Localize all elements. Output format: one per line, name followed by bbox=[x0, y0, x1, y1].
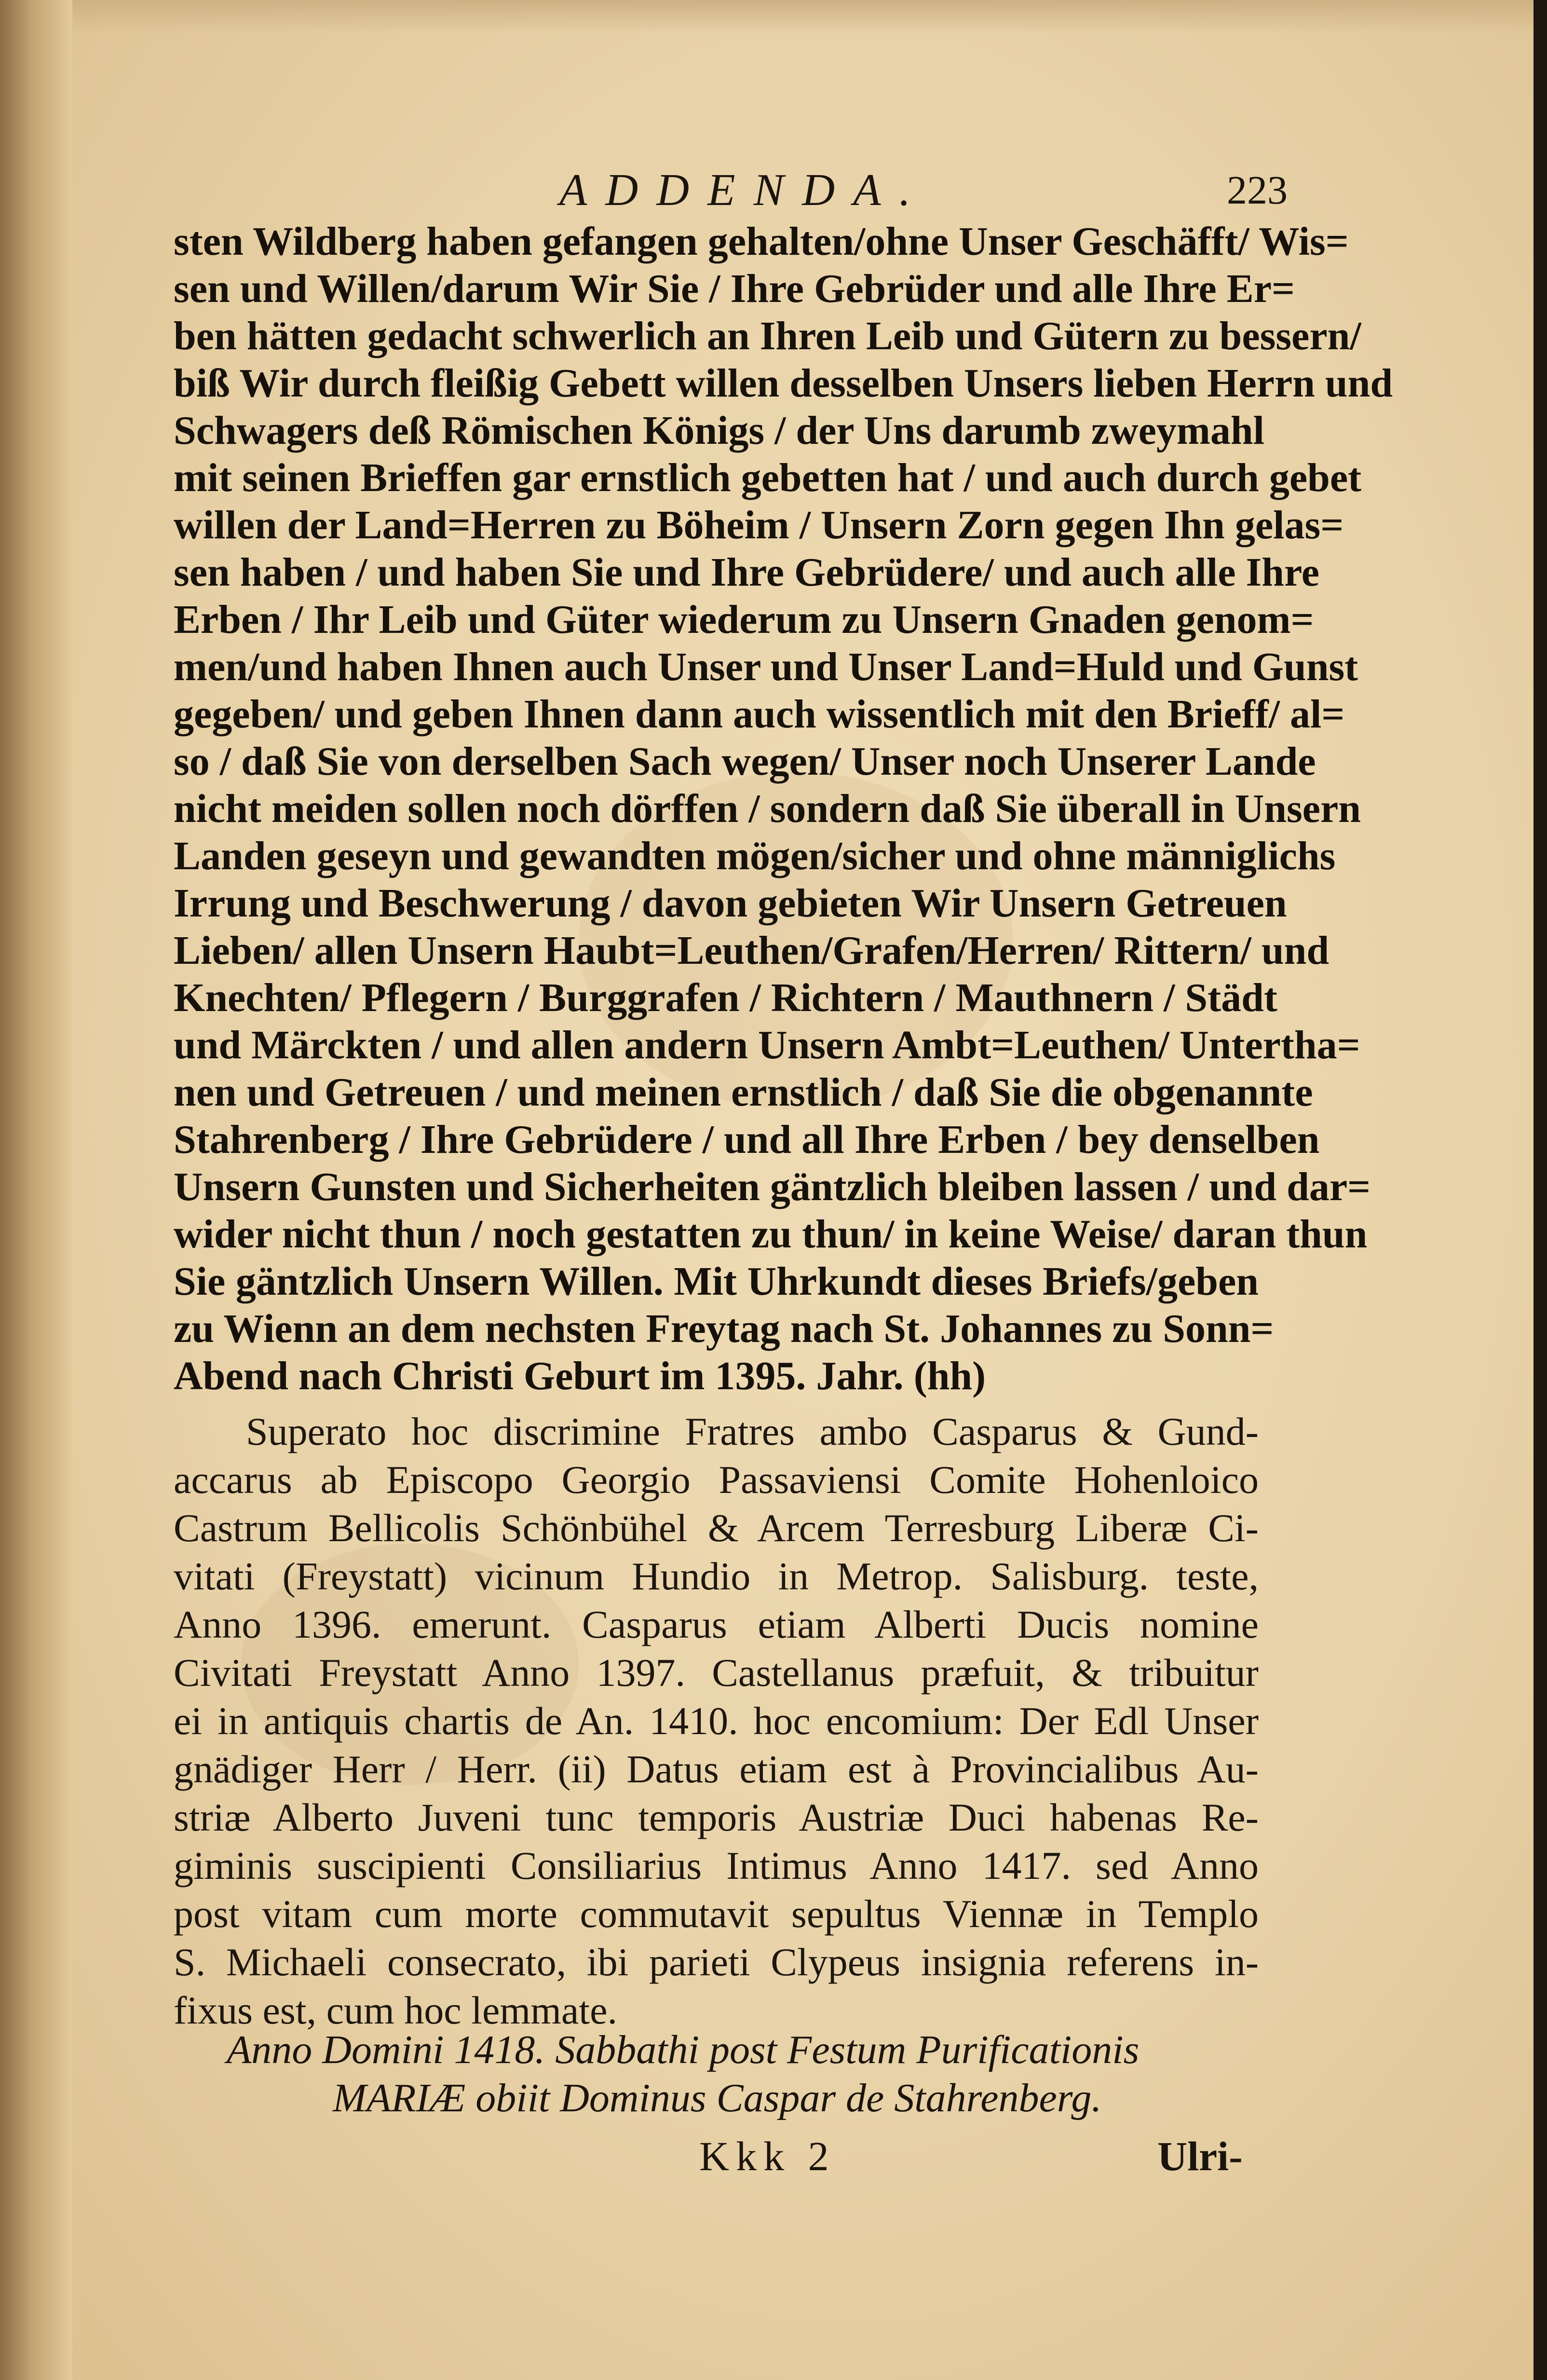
text-line: Irrung und Beschwerung / davon gebieten Wir Unsern Getreuen bbox=[174, 881, 1287, 926]
text-line: Landen geseyn und gewandten mögen/sicher und ohne männiglichs bbox=[174, 834, 1336, 878]
text-line: Castrum Bellicolis Schönbühel & Arcem Terresburg Liberæ Ci- bbox=[174, 1506, 1259, 1550]
text-line: ei in antiquis chartis de An. 1410. hoc encomium: Der Edl Unser bbox=[174, 1699, 1259, 1743]
text-line: fixus est, cum hoc lemmate. bbox=[174, 1988, 617, 2032]
text-line: accarus ab Episcopo Georgio Passaviensi Comite Hohenloico bbox=[174, 1458, 1259, 1502]
text-line: Unsern Gunsten und Sicherheiten gäntzlich bleiben lassen / und dar= bbox=[174, 1164, 1371, 1209]
text-line: Superato hoc discrimine Fratres ambo Casparus & Gund- bbox=[246, 1409, 1259, 1453]
text-line: willen der Land=Herren zu Böheim / Unsern Zorn gegen Ihn gelas= bbox=[174, 503, 1344, 547]
running-head bbox=[174, 164, 1288, 217]
text-line: Civitati Freystatt Anno 1397. Castellanus præfuit, & tribuitur bbox=[174, 1651, 1259, 1695]
text-line: Sie gäntzlich Unsern Willen. Mit Uhrkundt dieses Briefs/geben bbox=[174, 1259, 1259, 1304]
epitaph-line: MARIÆ obiit Dominus Caspar de Stahrenberg. bbox=[333, 2076, 1102, 2120]
german-charter-text bbox=[174, 218, 1393, 1400]
text-line: Knechten/ Pflegern / Burggrafen / Richtern / Mauthnern / Städt bbox=[174, 975, 1277, 1020]
text-line: gegeben/ und geben Ihnen dann auch wissentlich mit den Brieff/ al= bbox=[174, 692, 1345, 737]
book-spine-shadow bbox=[0, 0, 72, 2380]
text-line: Stahrenberg / Ihre Gebrüdere / und all Ihre Erben / bey denselben bbox=[174, 1117, 1320, 1162]
text-line: zu Wienn an dem nechsten Freytag nach St. Johannes zu Sonn= bbox=[174, 1306, 1274, 1351]
text-line: Abend nach Christi Geburt im 1395. Jahr. (hh) bbox=[174, 1354, 986, 1398]
text-line: und Märckten / und allen andern Unsern Ambt=Leuthen/ Untertha= bbox=[174, 1023, 1360, 1067]
signature-mark: Kkk 2 bbox=[699, 2133, 836, 2179]
running-title: ADDENDA. bbox=[559, 165, 929, 215]
text-line: S. Michaeli consecrato, ibi parieti Clypeus insignia referens in- bbox=[174, 1940, 1259, 1984]
text-line: vitati (Freystatt) vicinum Hundio in Metrop. Salisburg. teste, bbox=[174, 1554, 1259, 1598]
text-line: sen haben / und haben Sie und Ihre Gebrüdere/ und auch alle Ihre bbox=[174, 550, 1319, 595]
epitaph-inscription bbox=[227, 2026, 1230, 2122]
page-edge-dark bbox=[1533, 0, 1547, 2380]
text-line: biß Wir durch fleißig Gebett willen desselben Unsers lieben Herrn und bbox=[174, 361, 1393, 406]
text-line: ben hätten gedacht schwerlich an Ihren Leib und Gütern zu bessern/ bbox=[174, 314, 1361, 358]
text-line: sen und Willen/darum Wir Sie / Ihre Gebrüder und alle Ihre Er= bbox=[174, 266, 1295, 311]
text-line: Lieben/ allen Unsern Haubt=Leuthen/Grafen/Herren/ Rittern/ und bbox=[174, 928, 1330, 973]
catchword: Ulri- bbox=[1157, 2133, 1243, 2179]
text-line: giminis suscipienti Consiliarius Intimus Anno 1417. sed Anno bbox=[174, 1844, 1259, 1888]
text-line: post vitam cum morte commutavit sepultus Viennæ in Templo bbox=[174, 1892, 1259, 1936]
text-line: wider nicht thun / noch gestatten zu thun/ in keine Weise/ daran thun bbox=[174, 1212, 1368, 1257]
text-line: Erben / Ihr Leib und Güter wiederum zu Unsern Gnaden genom= bbox=[174, 597, 1314, 642]
text-line: gnädiger Herr / Herr. (ii) Datus etiam est à Provincialibus Au- bbox=[174, 1747, 1259, 1791]
text-line: nicht meiden sollen noch dörffen / sondern daß Sie überall in Unsern bbox=[174, 786, 1361, 831]
text-line: Anno 1396. emerunt. Casparus etiam Alberti Ducis nomine bbox=[174, 1602, 1259, 1646]
text-line: mit seinen Brieffen gar ernstlich gebetten hat / und auch durch gebet bbox=[174, 455, 1362, 500]
page-number: 223 bbox=[1227, 168, 1288, 213]
text-line: nen und Getreuen / und meinen ernstlich / daß Sie die obgenannte bbox=[174, 1070, 1313, 1115]
text-line: men/und haben Ihnen auch Unser und Unser Land=Huld und Gunst bbox=[174, 644, 1358, 689]
epitaph-line: Anno Domini 1418. Sabbathi post Festum Purificationis bbox=[227, 2027, 1140, 2072]
text-line: sten Wildberg haben gefangen gehalten/ohne Unser Geschäfft/ Wis= bbox=[174, 219, 1349, 264]
page-top-shadow bbox=[72, 0, 1533, 34]
text-line: Schwagers deß Römischen Königs / der Uns darumb zweymahl bbox=[174, 408, 1264, 453]
latin-commentary bbox=[174, 1408, 1259, 2035]
text-line: so / daß Sie von derselben Sach wegen/ Unser noch Unserer Lande bbox=[174, 739, 1316, 784]
text-line: striæ Alberto Juveni tunc temporis Austriæ Duci habenas Re- bbox=[174, 1795, 1259, 1839]
